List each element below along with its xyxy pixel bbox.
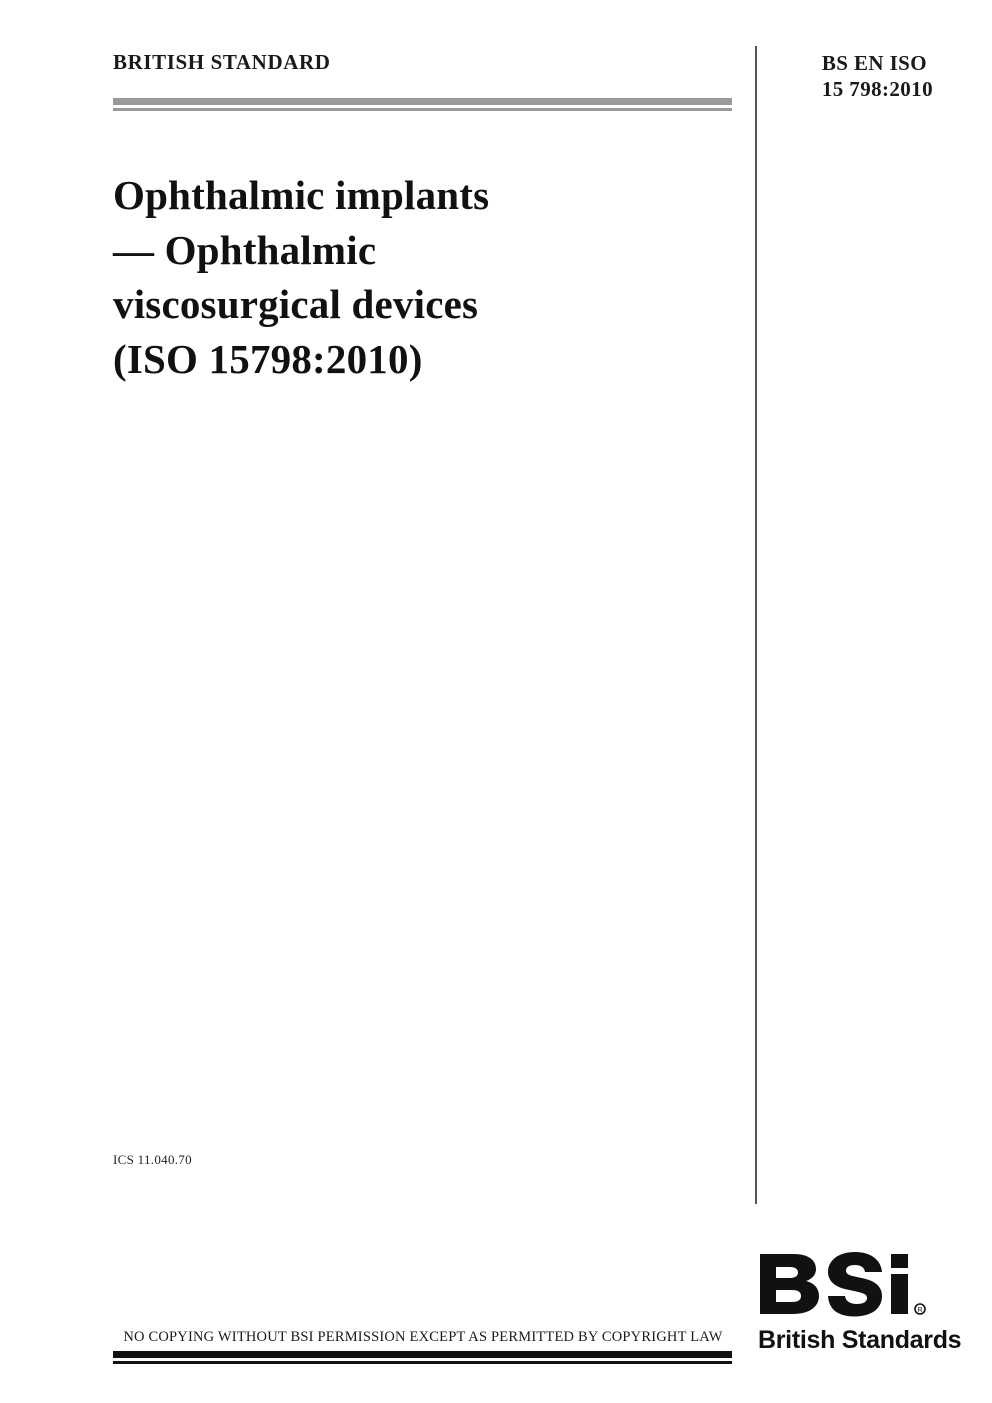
vertical-divider	[755, 46, 757, 1204]
page-title	[113, 168, 713, 386]
page-title-line-4: (ISO 15798:2010)	[113, 335, 423, 382]
copyright-notice: NO COPYING WITHOUT BSI PERMISSION EXCEPT AS PERMITTED BY COPYRIGHT LAW	[123, 1329, 723, 1345]
header-rule-thin	[113, 108, 732, 111]
standard-reference-line1: BS EN ISO	[821, 51, 927, 75]
bsi-logo-icon	[758, 1252, 938, 1324]
page-header	[113, 50, 933, 103]
standard-reference	[822, 50, 933, 103]
bsi-logo	[758, 1252, 962, 1364]
header-rule-thick	[113, 98, 732, 105]
standard-reference-line2: 15 798:2010	[821, 77, 933, 102]
publication-kicker: BRITISH STANDARD	[113, 50, 331, 74]
bsi-logo-subtitle: British Standards	[758, 1326, 962, 1354]
svg-text:R: R	[917, 1307, 923, 1314]
ics-classification: ICS 11.040.70	[113, 1152, 192, 1167]
page-title-line-3: viscosurgical devices	[113, 281, 479, 328]
page-title-line-2: — Ophthalmic	[113, 226, 377, 273]
footer-rule-thin	[113, 1361, 732, 1364]
footer-rule-thick	[113, 1351, 732, 1358]
page-title-line-1: Ophthalmic implants	[113, 172, 490, 218]
